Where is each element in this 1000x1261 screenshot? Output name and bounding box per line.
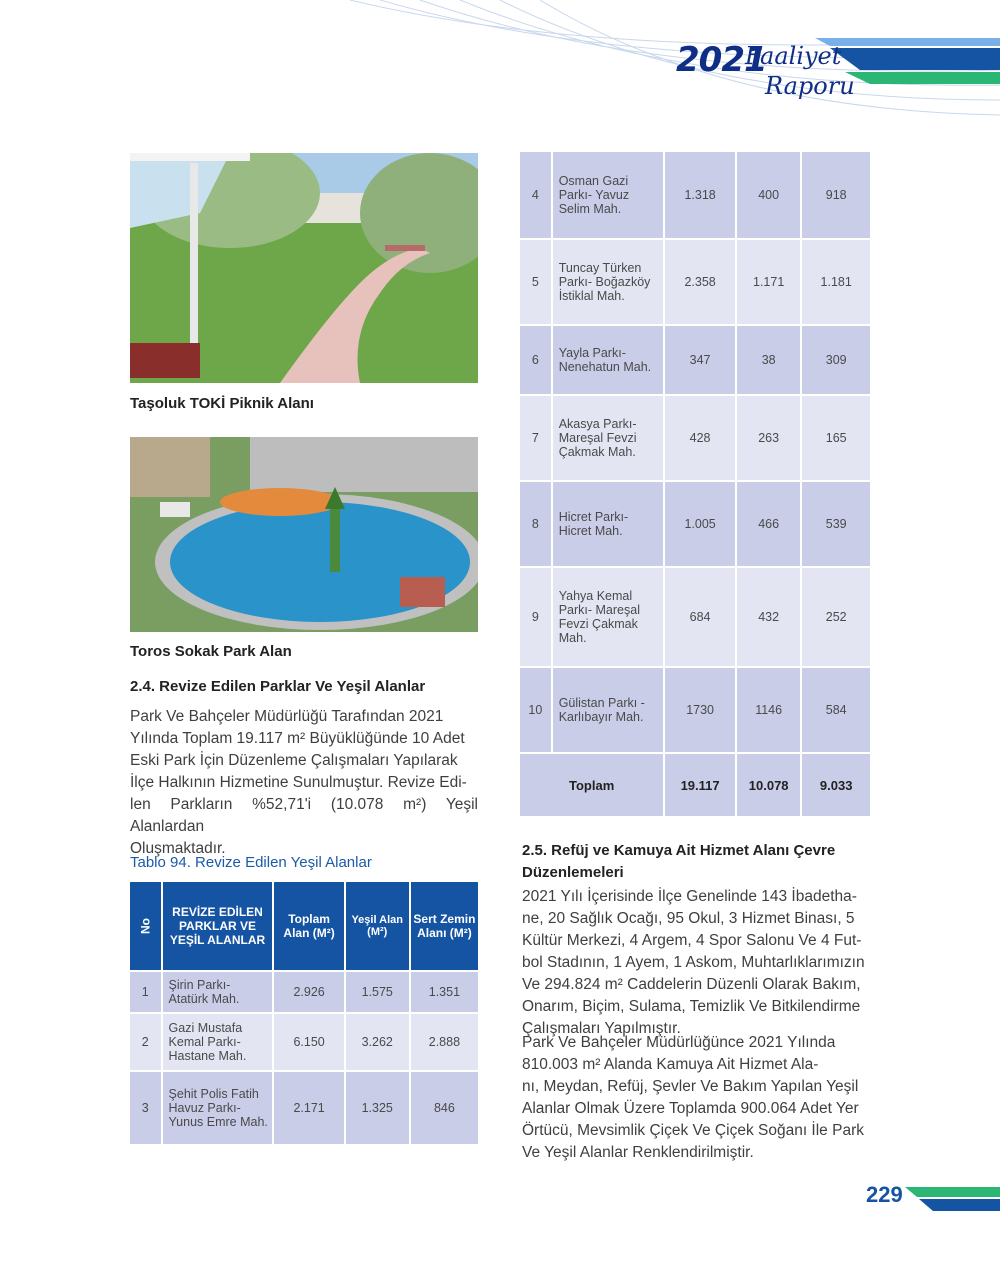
row-hard: 584 [802,668,870,752]
revised-parks-table-part2 [518,150,872,818]
logo-title-line1: Faaliyet [745,42,842,70]
row-hard: 309 [802,326,870,394]
row-park-name: Şehit Polis Fatih Havuz Parkı- Yunus Emre Mah. [163,1072,273,1144]
revised-parks-table-part1 [128,880,480,1146]
section-2-5-paragraph-2 [522,1032,870,1164]
row-green: 1146 [737,668,800,752]
row-hard: 918 [802,152,870,238]
table-row [520,326,870,394]
section-2-4-paragraph [130,706,478,860]
para-line: İlçe Halkının Hizmetine Sunulmuştur. Revize Edi- [130,774,467,791]
para-line: len Parkların %52,71'i (10.078 m²) Yeşil Alanlardan [130,796,478,835]
row-hard: 1.181 [802,240,870,324]
row-park-name: Şirin Parkı- Atatürk Mah. [163,972,273,1012]
row-park-name: Hicret Parkı- Hicret Mah. [553,482,664,566]
para-line: Yılında Toplam 19.117 m² Büyüklüğünde 10 Adet [130,730,465,747]
row-park-name: Yayla Parkı- Nenehatun Mah. [553,326,664,394]
row-park-name: Akasya Parkı- Mareşal Fevzi Çakmak Mah. [553,396,664,480]
row-no: 10 [520,668,551,752]
table-row [520,152,870,238]
table-row [520,396,870,480]
photo1-caption: Taşoluk TOKİ Piknik Alanı [130,395,314,412]
row-hard: 1.351 [411,972,478,1012]
row-total: 2.926 [274,972,343,1012]
table-row [520,482,870,566]
row-total: 347 [665,326,735,394]
table-row [130,972,478,1012]
playground-photo [130,437,478,632]
para-line: Park Ve Bahçeler Müdürlüğünce 2021 Yılında [522,1034,836,1051]
header-no: No [130,882,161,970]
hard-area-sum: 9.033 [802,754,870,816]
table-row [520,668,870,752]
row-total: 1.318 [665,152,735,238]
row-green: 1.575 [346,972,409,1012]
para-line: Park Ve Bahçeler Müdürlüğü Tarafından 2021 [130,708,444,725]
row-total: 428 [665,396,735,480]
row-total: 2.358 [665,240,735,324]
row-green: 466 [737,482,800,566]
row-green: 3.262 [346,1014,409,1070]
section-2-5-title: 2.5. Refüj ve Kamuya Ait Hizmet Alanı Çevre Düzenlemeleri [522,842,836,881]
row-green: 400 [737,152,800,238]
row-park-name: Yahya Kemal Parkı- Mareşal Fevzi Çakmak Mah. [553,568,664,666]
para-line: 2021 Yılı İçerisinde İlçe Genelinde 143 İbadetha- [522,888,857,905]
section-2-5-paragraph-1 [522,886,870,1040]
para-line: Kültür Merkezi, 4 Argem, 4 Spor Salonu Ve 4 Fut- [522,932,862,949]
row-no: 6 [520,326,551,394]
table-row [130,1072,478,1144]
row-no: 5 [520,240,551,324]
row-hard: 252 [802,568,870,666]
para-line: ne, 20 Sağlık Ocağı, 95 Okul, 3 Hizmet Binası, 5 [522,910,855,927]
para-line: bol Stadının, 1 Ayem, 1 Askom, Muhtarlıklarımızın [522,954,865,971]
logo-title-line2: Raporu [765,72,855,100]
row-hard: 2.888 [411,1014,478,1070]
header-park-name: REVİZE EDİLEN PARKLAR VE YEŞİL ALANLAR [163,882,273,970]
para-line: Ve Yeşil Alanlar Renklendirilmiştir. [522,1144,754,1161]
para-line: Çalışmaları Yapılmıştır. [522,1020,681,1037]
para-line: Eski Park İçin Düzenleme Çalışmaları Yapılarak [130,752,458,769]
header-total-area: Toplam Alan (M²) [274,882,343,970]
para-line: nı, Meydan, Refüj, Şevler Ve Bakım Yapılan Yeşil [522,1078,859,1095]
row-no: 8 [520,482,551,566]
header-wave-decoration [0,0,1000,140]
table-caption: Tablo 94. Revize Edilen Yeşil Alanlar [130,854,372,871]
row-green: 263 [737,396,800,480]
row-total: 684 [665,568,735,666]
para-line: Oluşmaktadır. [130,840,226,857]
section-2-4-title: 2.4. Revize Edilen Parklar Ve Yeşil Alanlar [130,678,426,695]
header-green-area: Yeşil Alan (M²) [346,882,409,970]
table-row [520,568,870,666]
row-hard: 165 [802,396,870,480]
logo-year: 2021 [676,40,767,80]
row-no: 3 [130,1072,161,1144]
row-green: 38 [737,326,800,394]
row-green: 432 [737,568,800,666]
row-green: 1.325 [346,1072,409,1144]
table-total-row [520,754,870,816]
para-line: Onarım, Biçim, Sulama, Temizlik Ve Bitkilendirme [522,998,861,1015]
row-hard: 846 [411,1072,478,1144]
header-hard-area: Sert Zemin Alanı (M²) [411,882,478,970]
green-area-sum: 10.078 [737,754,800,816]
row-total: 2.171 [274,1072,343,1144]
footer-stripe-decoration [905,1185,1000,1217]
picnic-area-photo [130,153,478,383]
row-no: 2 [130,1014,161,1070]
row-no: 9 [520,568,551,666]
para-line: 810.003 m² Alanda Kamuya Ait Hizmet Ala- [522,1056,819,1073]
row-total: 1.005 [665,482,735,566]
total-label: Toplam [520,754,663,816]
photo2-caption: Toros Sokak Park Alan [130,643,292,660]
page-number: 229 [866,1182,903,1207]
row-no: 1 [130,972,161,1012]
row-park-name: Tuncay Türken Parkı- Boğazköy İstiklal Mah. [553,240,664,324]
row-green: 1.171 [737,240,800,324]
row-park-name: Gazi Mustafa Kemal Parkı- Hastane Mah. [163,1014,273,1070]
row-no: 7 [520,396,551,480]
row-park-name: Osman Gazi Parkı- Yavuz Selim Mah. [553,152,664,238]
para-line: Örtücü, Mevsimlik Çiçek Ve Çiçek Soğanı İle Park [522,1122,864,1139]
row-no: 4 [520,152,551,238]
para-line: Ve 294.824 m² Caddelerin Düzenli Olarak Bakım, [522,976,861,993]
table-row [130,1014,478,1070]
para-line: Alanlar Olmak Üzere Toplamda 900.064 Adet Yer [522,1100,859,1117]
row-total: 1730 [665,668,735,752]
total-area-sum: 19.117 [665,754,735,816]
row-hard: 539 [802,482,870,566]
row-park-name: Gülistan Parkı - Karlıbayır Mah. [553,668,664,752]
row-total: 6.150 [274,1014,343,1070]
table-row [520,240,870,324]
